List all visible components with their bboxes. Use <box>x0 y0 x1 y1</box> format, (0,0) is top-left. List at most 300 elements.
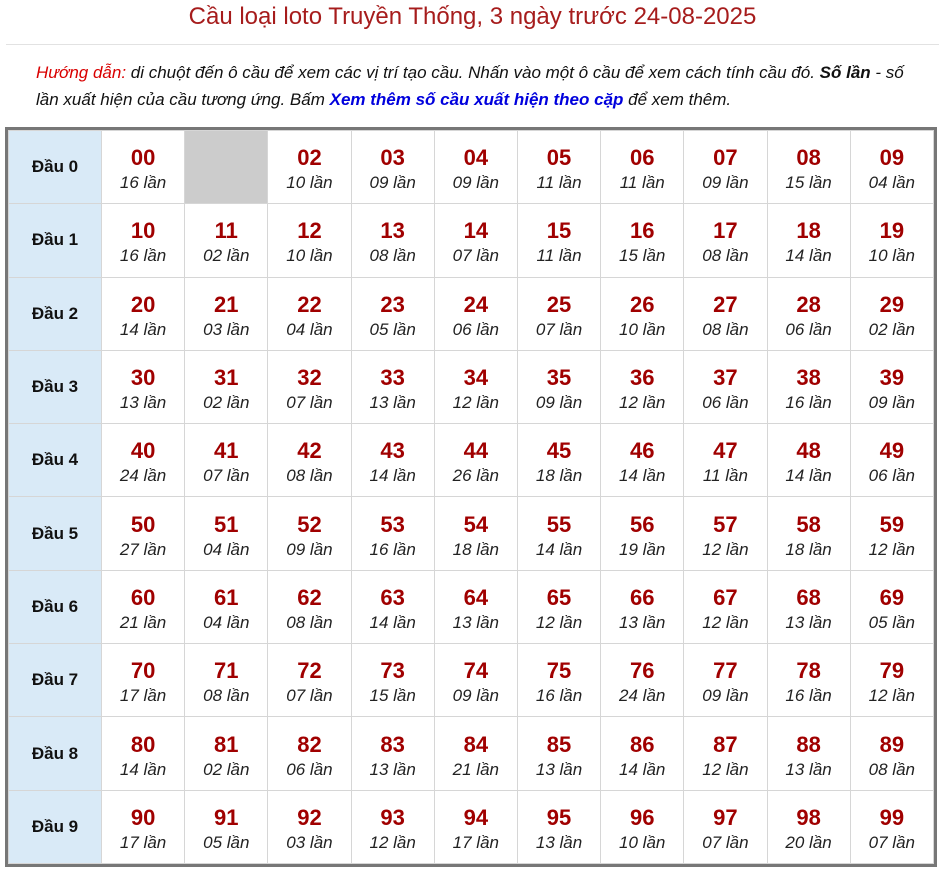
cau-cell[interactable] <box>268 131 351 204</box>
cau-cell[interactable] <box>102 790 185 863</box>
cau-count: 07 lần <box>702 832 749 852</box>
cau-count: 14 lần <box>619 759 666 779</box>
cau-count: 24 lần <box>119 466 167 486</box>
cau-number: 94 <box>463 804 489 830</box>
cau-cell[interactable] <box>767 277 850 350</box>
cau-number: 47 <box>713 438 738 464</box>
cau-cell[interactable] <box>767 131 850 204</box>
cau-cell[interactable] <box>434 790 517 863</box>
cau-number: 29 <box>879 291 905 317</box>
cau-cell[interactable] <box>268 717 351 790</box>
cau-number: 51 <box>214 511 239 537</box>
cau-cell[interactable] <box>601 424 684 497</box>
cau-number: 50 <box>130 511 156 537</box>
cau-cell[interactable] <box>434 644 517 717</box>
cau-cell[interactable] <box>601 570 684 643</box>
cau-count: 04 lần <box>868 173 915 193</box>
cau-count: 14 lần <box>785 466 832 486</box>
cau-number: 23 <box>380 291 405 317</box>
page-title: Cầu loại loto Truyền Thống, 3 ngày trước 24-08-2025 <box>6 0 939 45</box>
cau-cell[interactable] <box>102 570 185 643</box>
cau-number: 65 <box>546 584 572 610</box>
cau-cell[interactable] <box>767 204 850 277</box>
cau-number: 83 <box>380 731 405 757</box>
cau-number: 40 <box>130 438 156 464</box>
cau-count: 18 lần <box>452 539 499 559</box>
cau-number: 88 <box>796 731 821 757</box>
cau-cell[interactable] <box>268 424 351 497</box>
cau-count: 04 lần <box>203 612 250 632</box>
cau-cell[interactable] <box>102 644 185 717</box>
cau-grid <box>5 127 937 867</box>
cau-number: 32 <box>297 365 322 391</box>
cau-cell[interactable] <box>601 350 684 423</box>
cau-number: 07 <box>713 145 738 171</box>
cau-count: 14 lần <box>785 246 832 266</box>
cau-count: 09 lần <box>702 173 749 193</box>
row-head-label: Đầu 8 <box>9 717 102 790</box>
row-head-label: Đầu 7 <box>9 644 102 717</box>
cau-count: 17 lần <box>119 832 167 852</box>
cau-cell[interactable] <box>351 424 434 497</box>
grid-row <box>9 424 934 497</box>
cau-count: 13 lần <box>119 393 167 413</box>
grid-row <box>9 350 934 423</box>
cau-cell[interactable] <box>185 570 268 643</box>
cau-cell[interactable] <box>517 497 600 570</box>
cau-number: 14 <box>463 218 489 244</box>
cau-count: 13 lần <box>785 612 832 632</box>
cau-cell[interactable] <box>102 717 185 790</box>
cau-cell[interactable] <box>684 644 767 717</box>
cau-count: 14 lần <box>369 466 416 486</box>
cau-number: 54 <box>463 511 489 537</box>
cau-number: 93 <box>380 804 405 830</box>
cau-number: 86 <box>629 731 655 757</box>
grid-row <box>9 790 934 863</box>
cau-cell[interactable] <box>601 131 684 204</box>
cau-cell[interactable] <box>767 790 850 863</box>
cau-count: 13 lần <box>535 832 583 852</box>
cau-count: 14 lần <box>119 759 167 779</box>
cau-cell[interactable] <box>268 644 351 717</box>
cau-cell[interactable] <box>434 717 517 790</box>
cau-cell[interactable] <box>185 350 268 423</box>
cau-cell[interactable] <box>684 790 767 863</box>
grid-row <box>9 204 934 277</box>
cau-number: 56 <box>629 511 655 537</box>
cau-cell[interactable] <box>102 497 185 570</box>
cau-cell[interactable] <box>601 644 684 717</box>
cau-number: 80 <box>130 731 156 757</box>
cau-cell[interactable] <box>102 204 185 277</box>
cau-number: 49 <box>879 438 905 464</box>
cau-count: 15 lần <box>785 173 832 193</box>
cau-number: 15 <box>546 218 572 244</box>
cau-cell[interactable] <box>185 644 268 717</box>
guide-label: Hướng dẫn: <box>36 63 127 82</box>
cau-cell[interactable] <box>517 204 600 277</box>
cau-number: 34 <box>463 365 489 391</box>
cau-number: 90 <box>130 804 156 830</box>
cau-count: 11 lần <box>536 246 582 266</box>
cau-count: 12 lần <box>619 393 666 413</box>
cau-number: 27 <box>713 291 738 317</box>
cau-cell[interactable] <box>517 570 600 643</box>
cau-number: 76 <box>629 658 655 684</box>
cau-count: 18 lần <box>785 539 832 559</box>
row-head-label: Đầu 2 <box>9 277 102 350</box>
cau-cell[interactable] <box>850 277 933 350</box>
cau-count: 08 lần <box>369 246 416 266</box>
cau-count: 05 lần <box>369 319 416 339</box>
cau-number: 55 <box>546 511 572 537</box>
cau-number: 81 <box>214 731 239 757</box>
cau-number: 71 <box>214 658 239 684</box>
cau-number: 21 <box>214 291 239 317</box>
cau-cell[interactable] <box>351 131 434 204</box>
cau-cell[interactable] <box>850 497 933 570</box>
cau-count: 10 lần <box>619 832 666 852</box>
cau-count: 07 lần <box>286 393 333 413</box>
cau-cell[interactable] <box>767 424 850 497</box>
cau-cell[interactable] <box>850 570 933 643</box>
cau-cell[interactable] <box>850 204 933 277</box>
cau-cell[interactable] <box>351 497 434 570</box>
grid-row <box>9 277 934 350</box>
cau-cell[interactable] <box>351 204 434 277</box>
cau-count: 12 lần <box>868 686 915 706</box>
guide-text <box>0 45 945 121</box>
cau-count: 04 lần <box>203 539 250 559</box>
cau-number: 20 <box>130 291 156 317</box>
cau-number: 52 <box>297 511 322 537</box>
cau-number: 18 <box>796 218 821 244</box>
cau-number: 35 <box>546 365 572 391</box>
cau-cell[interactable] <box>268 350 351 423</box>
cau-count: 13 lần <box>369 393 416 413</box>
cau-number: 00 <box>130 145 156 171</box>
cau-cell[interactable] <box>767 350 850 423</box>
cau-number: 25 <box>546 291 572 317</box>
cau-number: 11 <box>214 218 238 244</box>
cau-cell[interactable] <box>601 277 684 350</box>
cau-count: 21 lần <box>119 612 167 632</box>
cau-number: 99 <box>879 804 905 830</box>
cau-table <box>8 130 934 864</box>
cau-number: 05 <box>546 145 572 171</box>
cau-count: 17 lần <box>119 686 167 706</box>
cau-number: 68 <box>796 584 821 610</box>
cau-count: 12 lần <box>535 612 583 632</box>
cau-count: 02 lần <box>203 759 250 779</box>
cau-count: 06 lần <box>868 466 915 486</box>
cau-cell[interactable] <box>517 131 600 204</box>
cau-count: 08 lần <box>203 686 250 706</box>
cau-count: 14 lần <box>119 319 167 339</box>
cau-cell[interactable] <box>351 570 434 643</box>
row-head-label: Đầu 5 <box>9 497 102 570</box>
cau-cell[interactable] <box>268 204 351 277</box>
cau-count: 08 lần <box>286 466 333 486</box>
cau-count: 03 lần <box>286 832 333 852</box>
cau-count: 07 lần <box>535 319 583 339</box>
cau-cell[interactable] <box>767 570 850 643</box>
cau-cell[interactable] <box>268 790 351 863</box>
cau-count: 11 lần <box>536 173 582 193</box>
cau-number: 60 <box>130 584 156 610</box>
cau-cell[interactable] <box>102 131 185 204</box>
cau-number: 28 <box>796 291 821 317</box>
cau-count: 20 lần <box>785 832 832 852</box>
cau-cell[interactable] <box>601 204 684 277</box>
cau-count: 16 lần <box>785 686 832 706</box>
cau-number: 66 <box>629 584 655 610</box>
cau-number: 89 <box>879 731 905 757</box>
cau-number: 57 <box>713 511 738 537</box>
cau-cell[interactable] <box>517 717 600 790</box>
cau-cell[interactable] <box>185 277 268 350</box>
cau-number: 58 <box>796 511 821 537</box>
cau-number: 98 <box>796 804 821 830</box>
guide-text-1: di chuột đến ô cầu để xem các vị trí tạo cầu. Nhấn vào một ô cầu để xem cách tính cầu đó. <box>126 63 820 82</box>
grid-row <box>9 570 934 643</box>
cau-cell[interactable] <box>517 790 600 863</box>
cau-count: 21 lần <box>452 759 499 779</box>
cau-count: 09 lần <box>702 686 749 706</box>
cau-number: 53 <box>380 511 405 537</box>
cau-number: 61 <box>214 584 239 610</box>
cau-cell[interactable] <box>102 350 185 423</box>
cau-count: 17 lần <box>452 832 499 852</box>
cau-cell[interactable] <box>767 644 850 717</box>
cau-number: 26 <box>629 291 655 317</box>
cau-cell[interactable] <box>434 204 517 277</box>
cau-number: 44 <box>463 438 489 464</box>
cau-cell[interactable] <box>185 497 268 570</box>
cau-count: 12 lần <box>369 832 416 852</box>
cau-number: 43 <box>380 438 405 464</box>
cau-count: 12 lần <box>452 393 499 413</box>
cau-number: 24 <box>463 291 489 317</box>
cau-cell[interactable] <box>351 644 434 717</box>
cau-cell[interactable] <box>434 424 517 497</box>
cau-cell[interactable] <box>684 131 767 204</box>
cau-count: 06 lần <box>452 319 499 339</box>
cau-number: 67 <box>713 584 738 610</box>
cau-count: 09 lần <box>286 539 333 559</box>
cau-count: 08 lần <box>702 319 749 339</box>
cau-count: 15 lần <box>369 686 416 706</box>
cau-count: 24 lần <box>619 686 666 706</box>
cau-number: 97 <box>713 804 738 830</box>
cau-count: 02 lần <box>203 246 250 266</box>
row-head-label: Đầu 0 <box>9 131 102 204</box>
cau-count: 11 lần <box>702 466 748 486</box>
cau-count: 08 lần <box>702 246 749 266</box>
cau-count: 19 lần <box>619 539 666 559</box>
cau-cell[interactable] <box>434 131 517 204</box>
cau-number: 78 <box>796 658 821 684</box>
cau-number: 22 <box>297 291 322 317</box>
cau-cell[interactable] <box>268 277 351 350</box>
cau-number: 91 <box>214 804 239 830</box>
cau-number: 72 <box>297 658 322 684</box>
grid-row <box>9 131 934 204</box>
cau-number: 09 <box>879 145 905 171</box>
cau-cell[interactable] <box>434 277 517 350</box>
cau-count: 26 lần <box>452 466 499 486</box>
cau-number: 69 <box>879 584 905 610</box>
cau-cell[interactable] <box>268 497 351 570</box>
cau-number: 41 <box>214 438 239 464</box>
cau-cell[interactable] <box>185 204 268 277</box>
cau-cell[interactable] <box>684 497 767 570</box>
cau-number: 12 <box>297 218 322 244</box>
cau-number: 33 <box>380 365 405 391</box>
cau-cell[interactable] <box>351 350 434 423</box>
cau-cell[interactable] <box>268 570 351 643</box>
cau-number: 73 <box>380 658 405 684</box>
cau-cell[interactable] <box>684 350 767 423</box>
cau-count: 07 lần <box>452 246 499 266</box>
cau-count: 04 lần <box>286 319 333 339</box>
cau-count: 13 lần <box>535 759 583 779</box>
cau-cell[interactable] <box>850 644 933 717</box>
cau-count: 05 lần <box>203 832 250 852</box>
cau-number: 10 <box>130 218 156 244</box>
cau-count: 14 lần <box>369 612 416 632</box>
cau-cell[interactable] <box>351 717 434 790</box>
cau-cell[interactable] <box>434 570 517 643</box>
cau-number: 64 <box>463 584 489 610</box>
guide-text-3: để xem thêm. <box>623 90 732 109</box>
cau-cell[interactable] <box>850 790 933 863</box>
cau-number: 75 <box>546 658 572 684</box>
cau-cell[interactable] <box>684 277 767 350</box>
cau-number: 08 <box>796 145 821 171</box>
cau-number: 36 <box>629 365 655 391</box>
cau-cell[interactable] <box>684 570 767 643</box>
cau-number: 85 <box>546 731 572 757</box>
cau-count: 07 lần <box>203 466 250 486</box>
cau-count: 12 lần <box>702 612 749 632</box>
row-head-label: Đầu 9 <box>9 790 102 863</box>
cau-cell[interactable] <box>684 717 767 790</box>
cau-number: 46 <box>629 438 655 464</box>
cau-count: 08 lần <box>868 759 915 779</box>
cau-count: 09 lần <box>535 393 583 413</box>
cau-cell[interactable] <box>351 790 434 863</box>
cau-count: 12 lần <box>868 539 915 559</box>
cau-count: 07 lần <box>286 686 333 706</box>
cau-cell[interactable] <box>102 277 185 350</box>
cau-count: 06 lần <box>702 393 749 413</box>
cau-count: 10 lần <box>868 246 915 266</box>
cau-cell[interactable] <box>351 277 434 350</box>
row-head-label: Đầu 4 <box>9 424 102 497</box>
cau-cell[interactable] <box>684 424 767 497</box>
cau-cell[interactable] <box>601 717 684 790</box>
cau-number: 59 <box>879 511 905 537</box>
cau-cell[interactable] <box>185 424 268 497</box>
cau-number: 37 <box>713 365 738 391</box>
grid-row <box>9 644 934 717</box>
cau-number: 13 <box>380 218 405 244</box>
cau-count: 14 lần <box>619 466 666 486</box>
row-head-label: Đầu 3 <box>9 350 102 423</box>
cau-cell[interactable] <box>767 717 850 790</box>
cau-cell[interactable] <box>850 424 933 497</box>
cau-cell[interactable] <box>517 644 600 717</box>
cau-number: 42 <box>297 438 322 464</box>
cau-cell[interactable] <box>601 497 684 570</box>
cau-count: 09 lần <box>452 686 499 706</box>
cau-number: 77 <box>713 658 738 684</box>
cau-cell[interactable] <box>517 424 600 497</box>
cau-count: 10 lần <box>619 319 666 339</box>
cau-cell[interactable] <box>517 277 600 350</box>
cau-cell[interactable] <box>185 790 268 863</box>
cau-number: 74 <box>463 658 489 684</box>
cau-number: 62 <box>297 584 322 610</box>
cau-count: 10 lần <box>286 173 333 193</box>
cau-number: 31 <box>214 365 239 391</box>
cau-count: 09 lần <box>452 173 499 193</box>
cau-cell[interactable] <box>850 717 933 790</box>
grid-row <box>9 497 934 570</box>
cau-count: 18 lần <box>535 466 583 486</box>
cau-number: 45 <box>546 438 572 464</box>
see-more-pairs-link[interactable]: Xem thêm số cầu xuất hiện theo cặp <box>329 90 624 109</box>
cau-count: 16 lần <box>785 393 832 413</box>
cau-count: 16 lần <box>119 173 167 193</box>
cau-number: 48 <box>796 438 821 464</box>
row-head-label: Đầu 1 <box>9 204 102 277</box>
cau-cell[interactable] <box>434 350 517 423</box>
empty-cau-cell <box>185 131 268 204</box>
cau-cell[interactable] <box>185 717 268 790</box>
cau-number: 96 <box>629 804 655 830</box>
cau-cell[interactable] <box>767 497 850 570</box>
cau-cell[interactable] <box>102 424 185 497</box>
cau-count: 12 lần <box>702 759 749 779</box>
cau-number: 30 <box>130 365 156 391</box>
cau-number: 84 <box>463 731 489 757</box>
cau-number: 92 <box>297 804 322 830</box>
cau-count: 03 lần <box>203 319 250 339</box>
cau-count: 09 lần <box>868 393 915 413</box>
cau-number: 87 <box>713 731 738 757</box>
cau-number: 95 <box>546 804 572 830</box>
cau-number: 70 <box>130 658 156 684</box>
cau-number: 82 <box>297 731 322 757</box>
cau-count: 12 lần <box>702 539 749 559</box>
cau-count: 16 lần <box>369 539 416 559</box>
cau-cell[interactable] <box>850 350 933 423</box>
cau-cell[interactable] <box>684 204 767 277</box>
cau-count: 02 lần <box>203 393 250 413</box>
cau-count: 07 lần <box>868 832 915 852</box>
cau-count: 16 lần <box>119 246 167 266</box>
cau-cell[interactable] <box>517 350 600 423</box>
cau-cell[interactable] <box>601 790 684 863</box>
cau-number: 04 <box>463 145 489 171</box>
guide-bold: Số lần <box>819 63 871 82</box>
cau-cell[interactable] <box>434 497 517 570</box>
cau-cell[interactable] <box>850 131 933 204</box>
cau-count: 11 lần <box>619 173 665 193</box>
